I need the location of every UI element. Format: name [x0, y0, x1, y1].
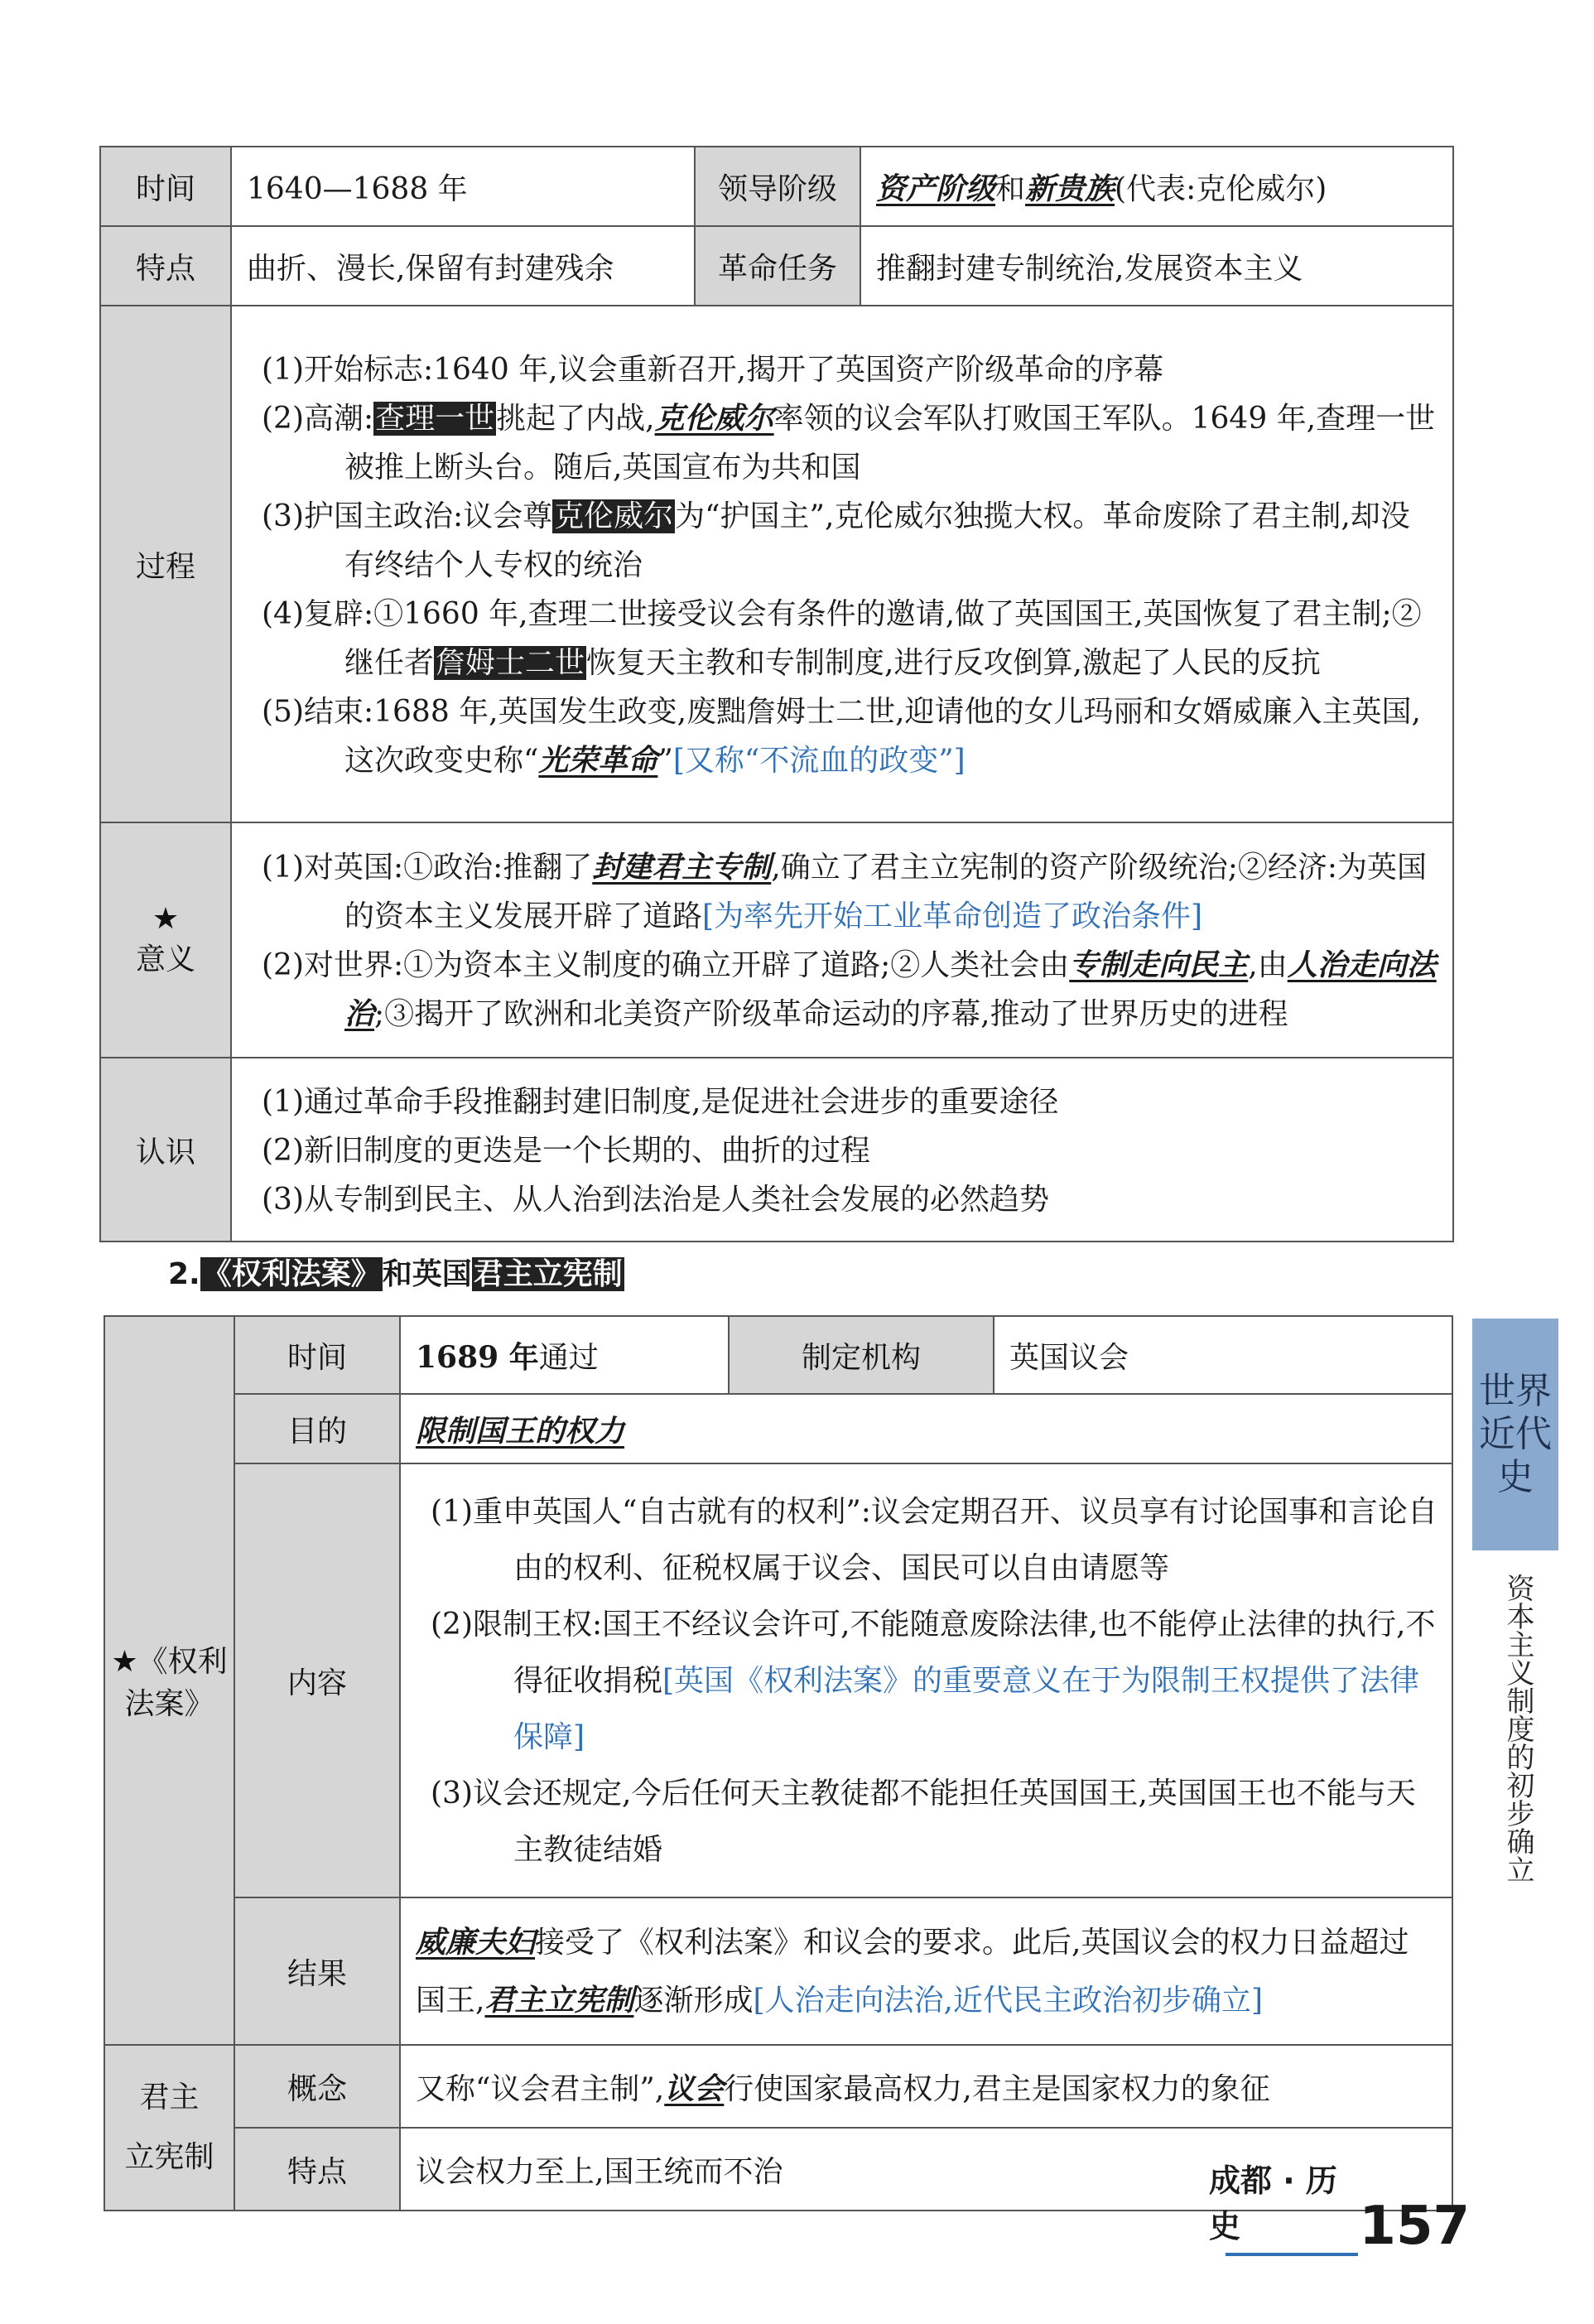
bill-time-label: 时间	[234, 1316, 400, 1394]
result-label: 结果	[234, 1897, 400, 2045]
note-industrial: [为率先开始工业革命创造了政治条件]	[702, 899, 1203, 933]
row-understanding	[100, 1058, 1453, 1242]
feature-label: 特点	[100, 226, 231, 306]
process-5-text-b: ”	[657, 743, 673, 778]
cm-feature-value: 议会权力至上,国王统而不治	[400, 2128, 1452, 2211]
significance-label: 意义	[135, 943, 195, 976]
row-result	[104, 1897, 1452, 2045]
process-item-3	[247, 492, 1439, 590]
cm-label-cell	[104, 2045, 234, 2211]
sig-2-text-b: ,由	[1248, 948, 1288, 982]
process-item-2	[247, 394, 1439, 492]
concept-text-a: 又称“议会君主制”,	[416, 2071, 665, 2106]
page-number: 157	[1359, 2196, 1470, 2257]
significance-item-1	[247, 843, 1439, 941]
significance-item-2	[247, 941, 1439, 1039]
sig-2-text-a: (2)对世界:①为资本主义制度的确立开辟了道路;②人类社会由	[262, 948, 1070, 982]
result-text-a: 接受了《权利法案》和议会的要求。此后,英国议会的权力日益超过国王,	[416, 1926, 1409, 2018]
footer-label: 成都 · 历史	[1209, 2162, 1337, 2244]
understanding-item-3: (3)从专制到民主、从人治到法治是人类社会发展的必然趋势	[262, 1182, 1049, 1217]
highlight-constitutional-monarchy: 君主立宪制	[473, 1257, 623, 1291]
side-tab	[1472, 1319, 1558, 1550]
content-item-2	[416, 1597, 1438, 1766]
concept-value	[400, 2045, 1452, 2128]
process-4-text-b: 恢复天主教和专制制度,进行反攻倒算,激起了人民的反抗	[586, 645, 1321, 680]
process-label: 过程	[100, 306, 231, 822]
feature-value: 曲折、漫长,保留有封建残余	[231, 226, 695, 306]
footer-underline	[1226, 2253, 1358, 2256]
kw-constitutional-monarchy: 君主立宪制	[484, 1984, 634, 2018]
section-number: 2.	[168, 1257, 200, 1291]
significance-content	[231, 822, 1453, 1058]
cm-feature-label: 特点	[234, 2128, 400, 2211]
side-tab-line2: 近代史	[1479, 1413, 1552, 1498]
process-item-5	[247, 687, 1439, 785]
page-footer	[1209, 2162, 1470, 2257]
highlight-james-ii: 詹姆士二世	[436, 645, 585, 680]
process-content	[231, 306, 1453, 822]
concept-label: 概念	[234, 2045, 400, 2128]
cm-label-line1: 君主	[139, 2081, 200, 2114]
understanding-item-2: (2)新旧制度的更迭是一个长期的、曲折的过程	[262, 1133, 870, 1168]
row-concept	[104, 2045, 1452, 2128]
process-2-text-a: (2)高潮:	[262, 401, 374, 436]
highlight-bill-of-rights: 《权利法案》	[201, 1257, 381, 1291]
note-democracy: [人治走向法治,近代民主政治初步确立]	[753, 1984, 1264, 2018]
agency-label: 制定机构	[729, 1316, 994, 1394]
purpose-value	[400, 1394, 1452, 1463]
kw-glorious-revolution: 光荣革命	[538, 743, 658, 778]
side-tab-line1: 世界	[1479, 1370, 1552, 1412]
result-value	[400, 1897, 1452, 2045]
bill-label-line2: 法案》	[124, 1687, 214, 1721]
kw-autocracy-to-democracy: 专制走向民主	[1069, 948, 1249, 982]
english-revolution-table	[99, 146, 1454, 1242]
leader-kw-bourgeoisie: 资产阶级	[876, 171, 996, 206]
side-subtitle: 资本主义制度的初步确立	[1501, 1574, 1534, 1883]
bill-time-rest: 通过	[538, 1340, 599, 1375]
content-item-3: (3)议会还规定,今后任何天主教徒都不能担任英国国王,英国国王也不能与天主教徒结婚	[431, 1777, 1416, 1867]
process-2-text-c: 率领的议会军队打败国王军队。1649 年,查理一世被推上断头台。随后,英国宣布为共和国	[344, 401, 1436, 485]
bill-time-value	[400, 1316, 729, 1394]
row-purpose	[104, 1394, 1452, 1463]
row-time	[100, 147, 1453, 226]
kw-rule-of-man-to-law: 人治走向法治	[344, 948, 1437, 1031]
sig-1-text-b: ,确立了君主立宪制的资产阶级统治;②经济:为英国的资本主义发展开辟了道路	[344, 851, 1427, 933]
content-item-1: (1)重申英国人“自古就有的权利”:议会定期召开、议员享有讨论国事和言论自由的权利、征税权属于议会、国民可以自由请愿等	[431, 1495, 1437, 1585]
significance-label-cell	[100, 822, 231, 1058]
concept-text-b: 行使国家最高权力,君主是国家权力的象征	[724, 2071, 1270, 2106]
process-5-text-a: (5)结束:1688 年,英国发生政变,废黜詹姆士二世,迎请他的女儿玛丽和女婿威廉入主英国,这次政变史称“	[262, 694, 1421, 778]
result-text-b: 逐渐形成	[633, 1984, 754, 2018]
leader-label: 领导阶级	[695, 147, 860, 226]
star-icon: ★	[152, 902, 180, 936]
row-significance	[100, 822, 1453, 1058]
time-value: 1640—1688 年	[231, 147, 695, 226]
bill-of-rights-table	[104, 1315, 1453, 2211]
row-feature	[100, 226, 1453, 306]
section-mid: 和英国	[382, 1257, 472, 1291]
sig-2-text-c: ;③揭开了欧洲和北美资产阶级革命运动的序幕,推动了世界历史的进程	[374, 997, 1288, 1031]
leader-value	[860, 147, 1453, 226]
process-4-text-a: (4)复辟:①1660 年,查理二世接受议会有条件的邀请,做了英国国王,英国恢复了君主制;②继任者	[262, 596, 1422, 680]
task-label: 革命任务	[695, 226, 860, 306]
kw-limit-royal-power: 限制国王的权力	[416, 1414, 625, 1449]
understanding-item-1: (1)通过革命手段推翻封建旧制度,是促进社会进步的重要途径	[262, 1084, 1059, 1119]
leader-and: 和	[995, 171, 1026, 206]
agency-value: 英国议会	[994, 1316, 1452, 1394]
note-bloodless: [又称“不流血的政变”]	[672, 743, 966, 778]
understanding-content	[231, 1058, 1453, 1242]
leader-rest: (代表:克伦威尔)	[1115, 171, 1327, 206]
kw-cromwell: 克伦威尔	[654, 401, 774, 436]
time-label: 时间	[100, 147, 231, 226]
sig-1-text-a: (1)对英国:①政治:推翻了	[262, 851, 593, 885]
highlight-charles-i: 查理一世	[375, 401, 495, 436]
highlight-cromwell: 克伦威尔	[554, 499, 674, 533]
content-label: 内容	[234, 1463, 400, 1897]
leader-kw-nobility: 新贵族	[1025, 171, 1115, 206]
row-process	[100, 306, 1453, 822]
process-3-text-a: (3)护国主政治:议会尊	[262, 499, 553, 533]
process-item-4	[247, 590, 1439, 687]
understanding-label: 认识	[100, 1058, 231, 1242]
content-2-text: (2)限制王权:国王不经议会许可,不能随意废除法律,也不能停止法律的执行,不得征收捐税	[431, 1608, 1436, 1698]
section-heading	[168, 1251, 624, 1293]
content-items	[400, 1463, 1452, 1897]
row-content	[104, 1463, 1452, 1897]
result-text	[416, 1914, 1438, 2030]
row-bill-time	[104, 1316, 1452, 1394]
note-legal-guarantee: [英国《权利法案》的重要意义在于为限制王权提供了法律保障]	[513, 1664, 1420, 1754]
task-value: 推翻封建专制统治,发展资本主义	[860, 226, 1453, 306]
kw-william-mary: 威廉夫妇	[416, 1926, 536, 1960]
kw-parliament: 议会	[664, 2071, 725, 2106]
bill-label-line1: ★《权利	[111, 1645, 228, 1679]
process-3-text-b: 为“护国主”,克伦威尔独揽大权。革命废除了君主制,却没有终结个人专权的统治	[344, 499, 1410, 582]
process-item-1: (1)开始标志:1640 年,议会重新召开,揭开了英国资产阶级革命的序幕	[262, 352, 1164, 387]
process-2-text-b: 挑起了内战,	[496, 401, 655, 436]
bill-label-cell	[104, 1316, 234, 2045]
kw-feudal-autocracy: 封建君主专制	[592, 851, 772, 885]
purpose-label: 目的	[234, 1394, 400, 1463]
cm-label-line2: 立宪制	[124, 2140, 214, 2174]
bill-year: 1689 年	[416, 1339, 539, 1375]
